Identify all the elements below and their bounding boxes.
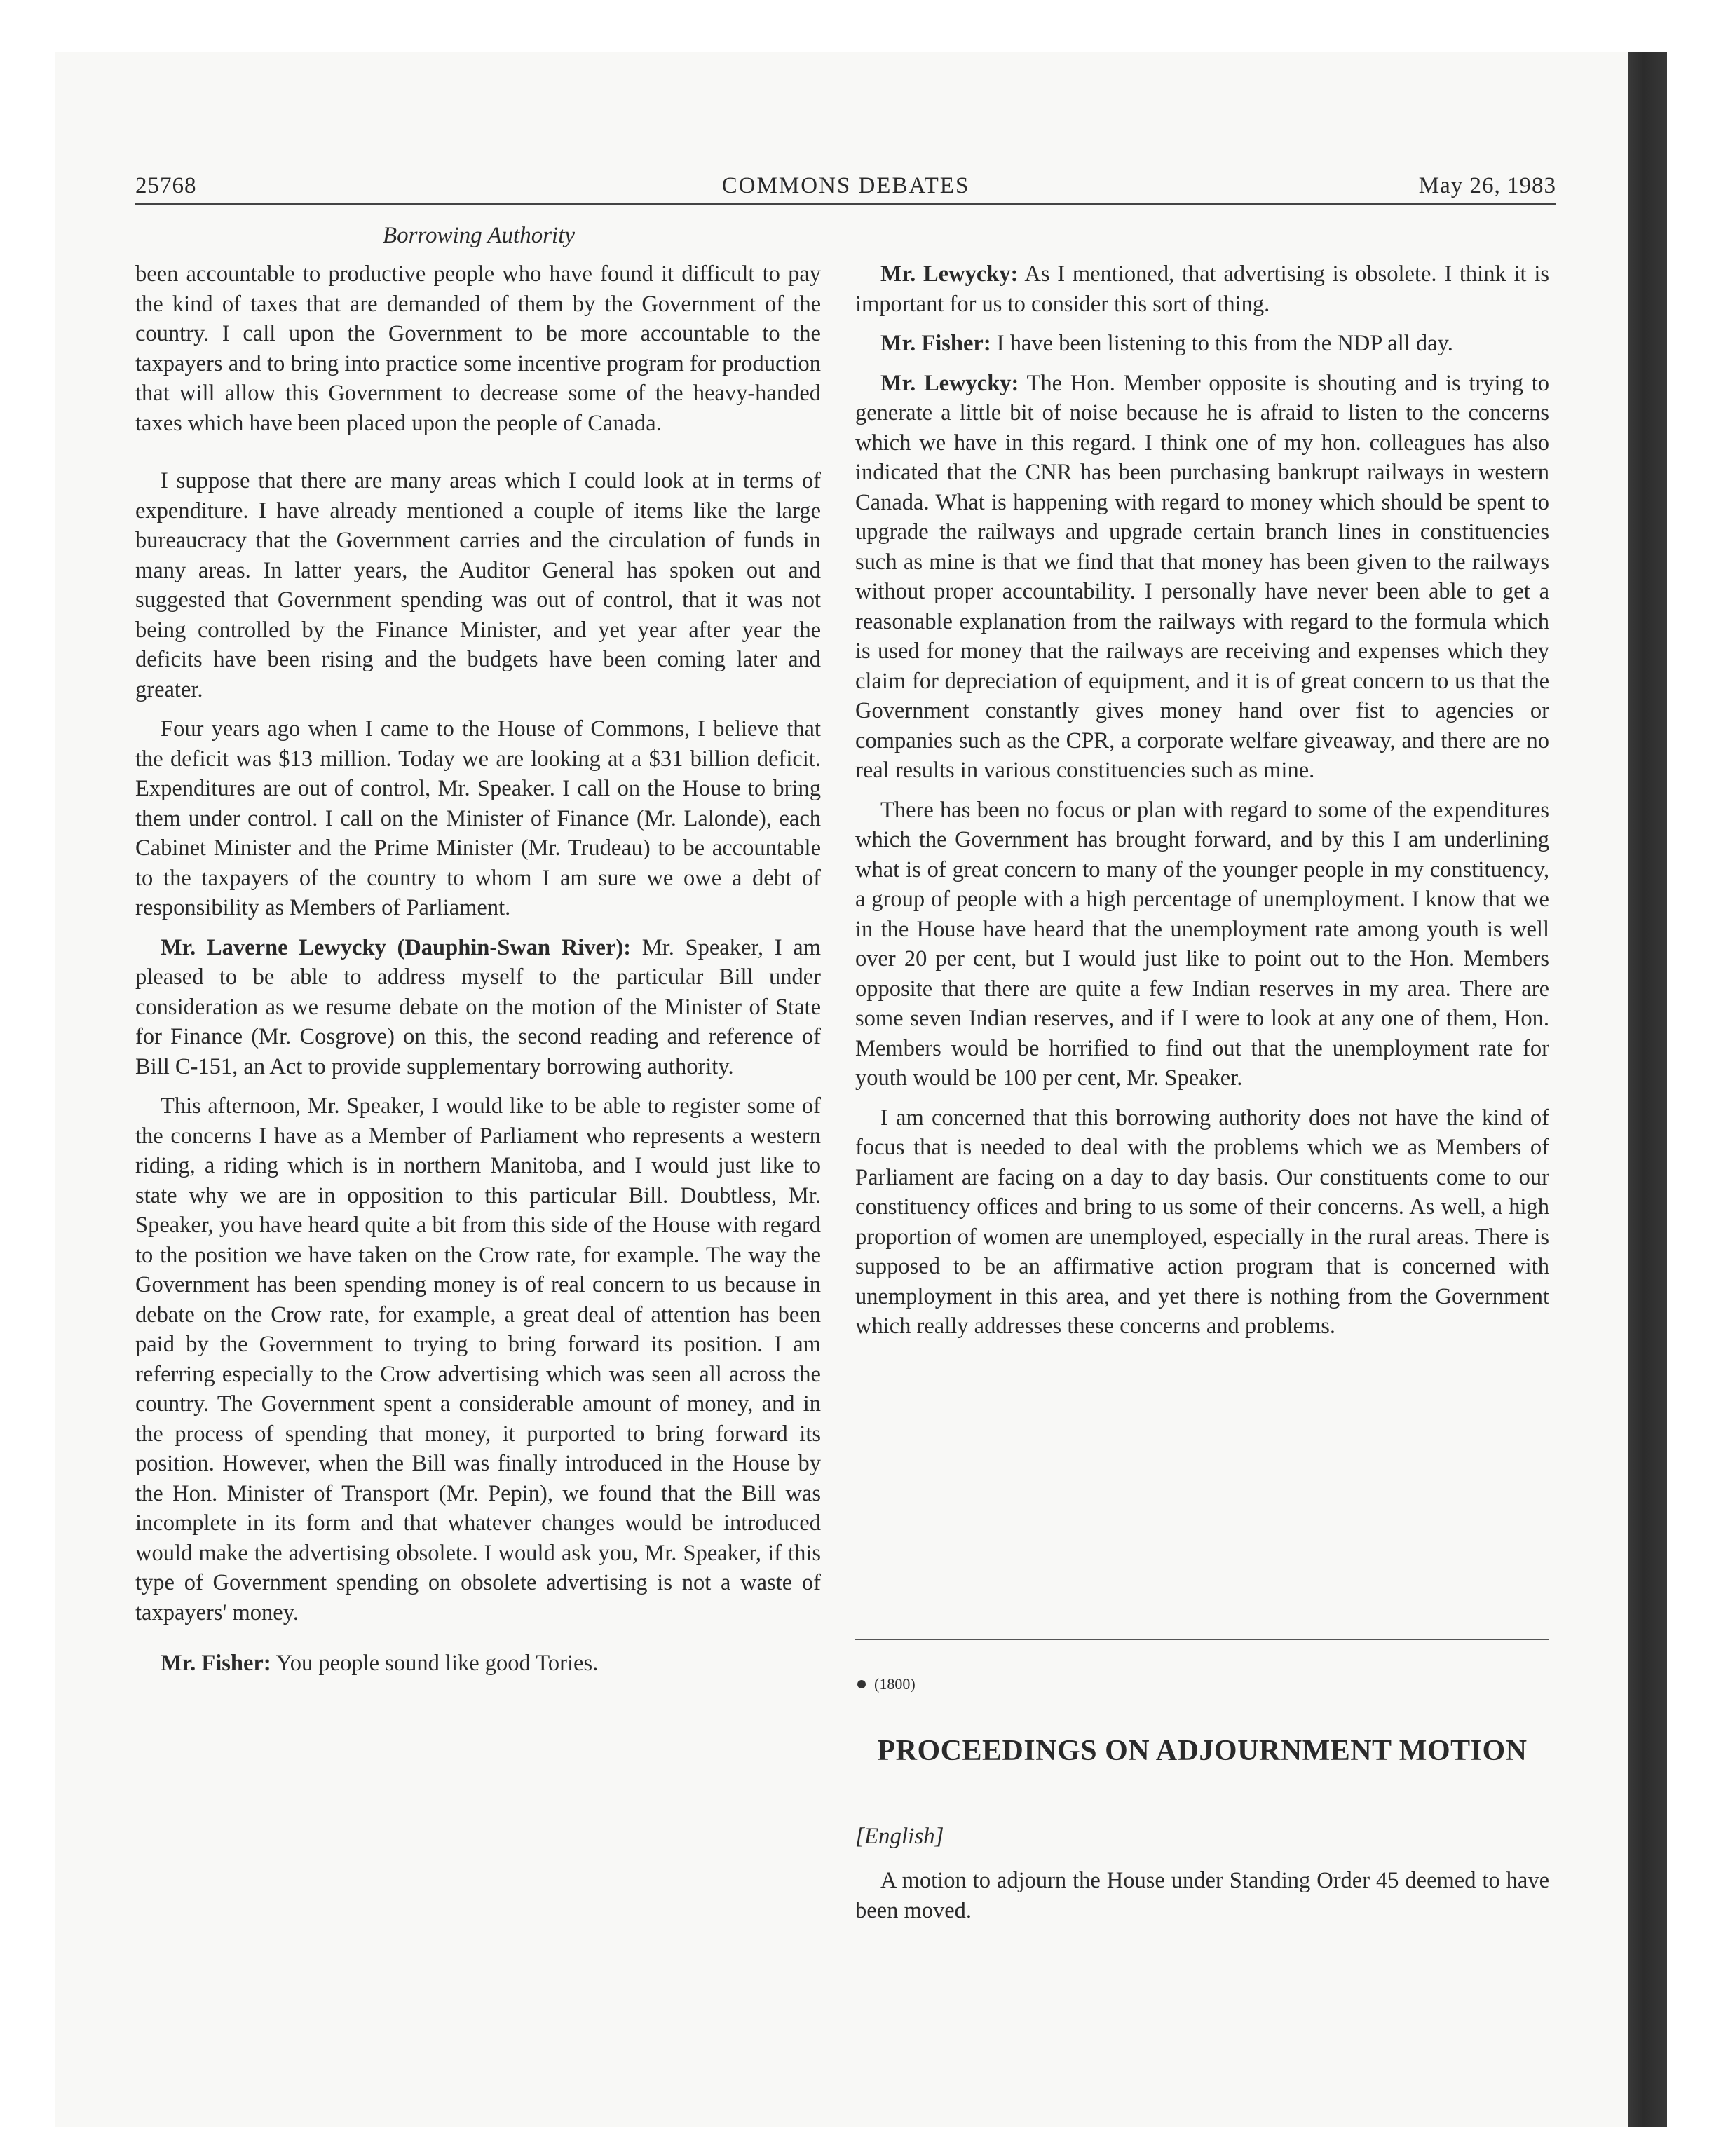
speech-paragraph [855,259,1549,319]
paragraph: There has been no focus or plan with regard to some of the expenditures which the Government has brought forward, and by this I am underlining what is of great concern to many of the younger people in my constituency, a group of people with a high percentage of unemployment. I know that we in the House have heard that the unemployment rate among youth is well over 20 per cent, but I would just like to point out to the Hon. Members opposite that there are quite a few Indian reserves in my area. There are some seven Indian reserves, and if I were to look at any one of them, Hon. Members would be horrified to find out that the unemployment rate for youth would be 100 per cent, Mr. Speaker. [855,797,1549,1091]
left-column [135,259,821,1688]
paragraph: This afternoon, Mr. Speaker, I would like to be able to register some of the concerns I have as a Member of Parliament who represents a western riding, a riding which is in northern Manitoba, and I would just like to state why we are in opposition to this particular Bill. Doubtless, Mr. Speaker, you have heard quite a bit from this side of the House with regard to the position we have taken on the Crow rate, for example. The way the Government has been spending money is of real concern to us because in debate on the Crow rate, for example, a great deal of attention has been paid by the Government to trying to bring forward its position. I am referring especially to the Crow advertising which was seen all across the country. The Government spent a considerable amount of money, and in the process of spending that money, it purported to bring forward its position. However, when the Bill was finally introduced in the House by the Hon. Minister of Transport (Mr. Pepin), we found that the Bill was incomplete in its form and that whatever changes would be introduced would make the advertising obsolete. I would ask you, Mr. Speaker, if this type of Government spending on obsolete advertising is not a waste of taxpayers' money. [135,1093,821,1625]
scan-edge-shadow [1628,52,1667,2127]
section-divider [855,1639,1549,1640]
proceedings-heading: PROCEEDINGS ON ADJOURNMENT MOTION [877,1735,1528,1767]
speech-text: As I mentioned, that advertising is obsolete. I think it is important for us to consider this sort of thing. [855,261,1549,317]
speech-paragraph [135,1649,821,1679]
speech-paragraph [135,933,821,1082]
publication-date: May 26, 1983 [1418,173,1556,198]
motion-paragraph: A motion to adjourn the House under Standing Order 45 deemed to have been moved. [855,1868,1549,1923]
bullet-icon [857,1680,866,1688]
speech-text: You people sound like good Tories. [271,1651,599,1676]
page-number: 25768 [135,173,197,198]
paragraph: I suppose that there are many areas which I could look at in terms of expenditure. I have already mentioned a couple of items like the large bureaucracy that the Government carries and the circulation of funds in many areas. In latter years, the Auditor General has spoken out and suggested that Government spending was out of control, that it was not being controlled by the Finance Minister, and yet year after year the deficits have been rising and the budgets have been coming later and greater. [135,468,821,702]
speaker-name: Mr. Laverne Lewycky (Dauphin-Swan River): [161,934,632,960]
speaker-name: Mr. Fisher: [880,331,991,356]
speech-paragraph [855,329,1549,359]
paragraph: been accountable to productive people who have found it difficult to pay the kind of taxes that are demanded of them by the Government of the country. I call upon the Government to be more accountable to the taxpayers and to bring into practice some incentive program for production that will allow this Government to decrease some of the heavy-handed taxes which have been placed upon the people of Canada. [135,261,821,436]
speaker-name: Mr. Fisher: [161,1651,271,1676]
speech-text: I have been listening to this from the NDP all day. [991,331,1453,356]
section-heading: Borrowing Authority [382,223,576,248]
publication-title: COMMONS DEBATES [721,173,970,198]
speaker-name: Mr. Lewycky: [880,261,1019,287]
right-column [855,259,1549,1351]
speaker-name: Mr. Lewycky: [880,370,1019,396]
speech-paragraph [855,369,1549,786]
speech-text: The Hon. Member opposite is shouting and is trying to generate a little bit of noise because he is afraid to listen to the concerns which we have in this regard. I think one of my hon. colleagues has also indicated that the CNR has been purchasing bankrupt railways in western Canada. What is happening with regard to money which should be spent to upgrade the railways and upgrade certain branch lines in constituencies such as mine is that we find that that money has been given to the railways without proper accountability. I personally have never been able to get a reasonable explanation from the railways with regard to the formula which is used for money that the railways are receiving and expenses which they claim for depreciation of equipment, and it is of great concern to us that the Government constantly gives money hand over fist to agencies or companies such as the CPR, a corporate welfare giveaway, and there are no real results in various constituencies such as mine. [855,370,1549,783]
paragraph: I am concerned that this borrowing authority does not have the kind of focus that is needed to deal with the problems which we as Members of Parliament are facing on a day to day basis. Our constituents come to our constituency offices and bring to us some of their concerns. As well, a high proportion of women are unemployed, especially in the rural areas. There is supposed to be an affirmative action program that is concerned with unemployment in this area, and yet there is nothing from the Government which really addresses these concerns and problems. [855,1105,1549,1339]
paragraph: Four years ago when I came to the House of Commons, I believe that the deficit was $13 million. Today we are looking at a $31 billion deficit. Expenditures are out of control, Mr. Speaker. I call on the House to bring them under control. I call on the Minister of Finance (Mr. Lalonde), each Cabinet Minister and the Prime Minister (Mr. Trudeau) to be accountable to the taxpayers of the country to whom I am sure we owe a debt of responsibility as Members of Parliament. [135,716,821,920]
speech-text: Mr. Speaker, I am pleased to be able to address myself to the particular Bill under consideration as we resume debate on the motion of the Minister of State for Finance (Mr. Cosgrove) on this, the second reading and reference of Bill C-151, an Act to provide supplementary borrowing authority. [135,934,822,1079]
running-header [135,168,1556,205]
time-marker [857,1675,916,1693]
language-tag: [English] [855,1824,944,1849]
time-marker-text: (1800) [874,1675,916,1693]
